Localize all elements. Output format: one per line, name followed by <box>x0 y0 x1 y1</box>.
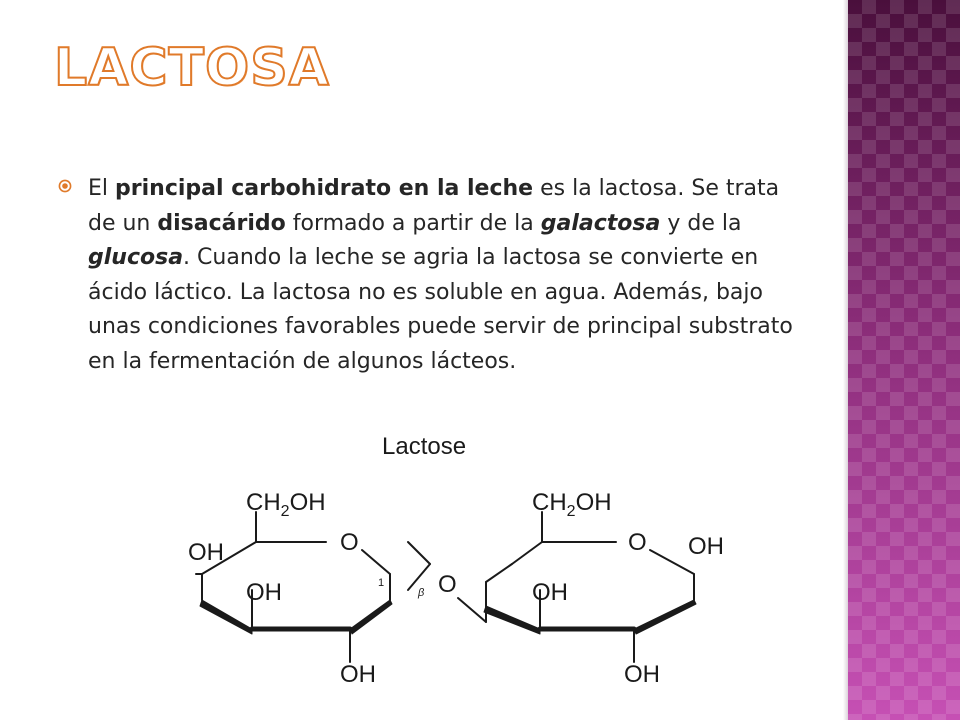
slide-title: LACTOSA <box>54 38 330 98</box>
lactose-structure-diagram <box>176 424 756 720</box>
bullet-segment: disacárido <box>157 210 286 236</box>
right-ch2oh-label: $CH_2OH$ <box>532 489 612 520</box>
left-oh-mid-label: OH <box>246 579 282 606</box>
bullet-segment: principal carbohidrato en la leche <box>115 176 534 201</box>
left-ring-labels <box>188 489 384 688</box>
right-ring-oxygen-label: O <box>628 529 647 556</box>
structure-title: Lactose <box>382 433 467 460</box>
bullet-segment: El <box>88 176 116 201</box>
right-oh-bottom-label: OH <box>624 661 660 688</box>
decorative-side-band <box>848 0 960 720</box>
side-band-shadow <box>843 0 848 720</box>
left-oh-left-label: OH <box>188 539 224 566</box>
bullet-segment: . Cuando la leche se agria la lactosa se convierte en ácido láctico. La lactosa no es soluble en agua. Además, bajo unas condiciones favorables puede servir de principal substrato en la fermentación de algunos lácteos. <box>88 245 793 374</box>
bridge-oxygen-label: O <box>438 571 457 598</box>
bullet-paragraph <box>58 172 798 379</box>
left-oh-bottom-label: OH <box>340 661 376 688</box>
circle-dot-bullet-icon <box>58 179 72 193</box>
right-ring-labels <box>532 489 724 688</box>
beta-label: β <box>418 587 425 599</box>
bullet-text <box>88 172 798 379</box>
bullet-segment-text: galactosa <box>540 210 661 236</box>
right-oh-mid-label: OH <box>532 579 568 606</box>
right-ring <box>484 512 696 662</box>
bullet-segment-text: glucosa <box>88 245 184 270</box>
bullet-segment <box>541 211 661 236</box>
left-ch2oh-label: $CH_2OH$ <box>246 489 326 520</box>
bullet-segment: formado a partir de la <box>285 210 541 236</box>
bullet-segment: es la lactosa. Se trata de un <box>88 176 780 236</box>
left-ring-oxygen-label: O <box>340 529 359 556</box>
bullet-segment <box>88 245 183 270</box>
bullet-segment: y de la <box>660 210 742 236</box>
right-oh-right-label: OH <box>688 533 724 560</box>
carbon-number-label: 1 <box>378 577 385 589</box>
left-ring <box>196 512 392 662</box>
